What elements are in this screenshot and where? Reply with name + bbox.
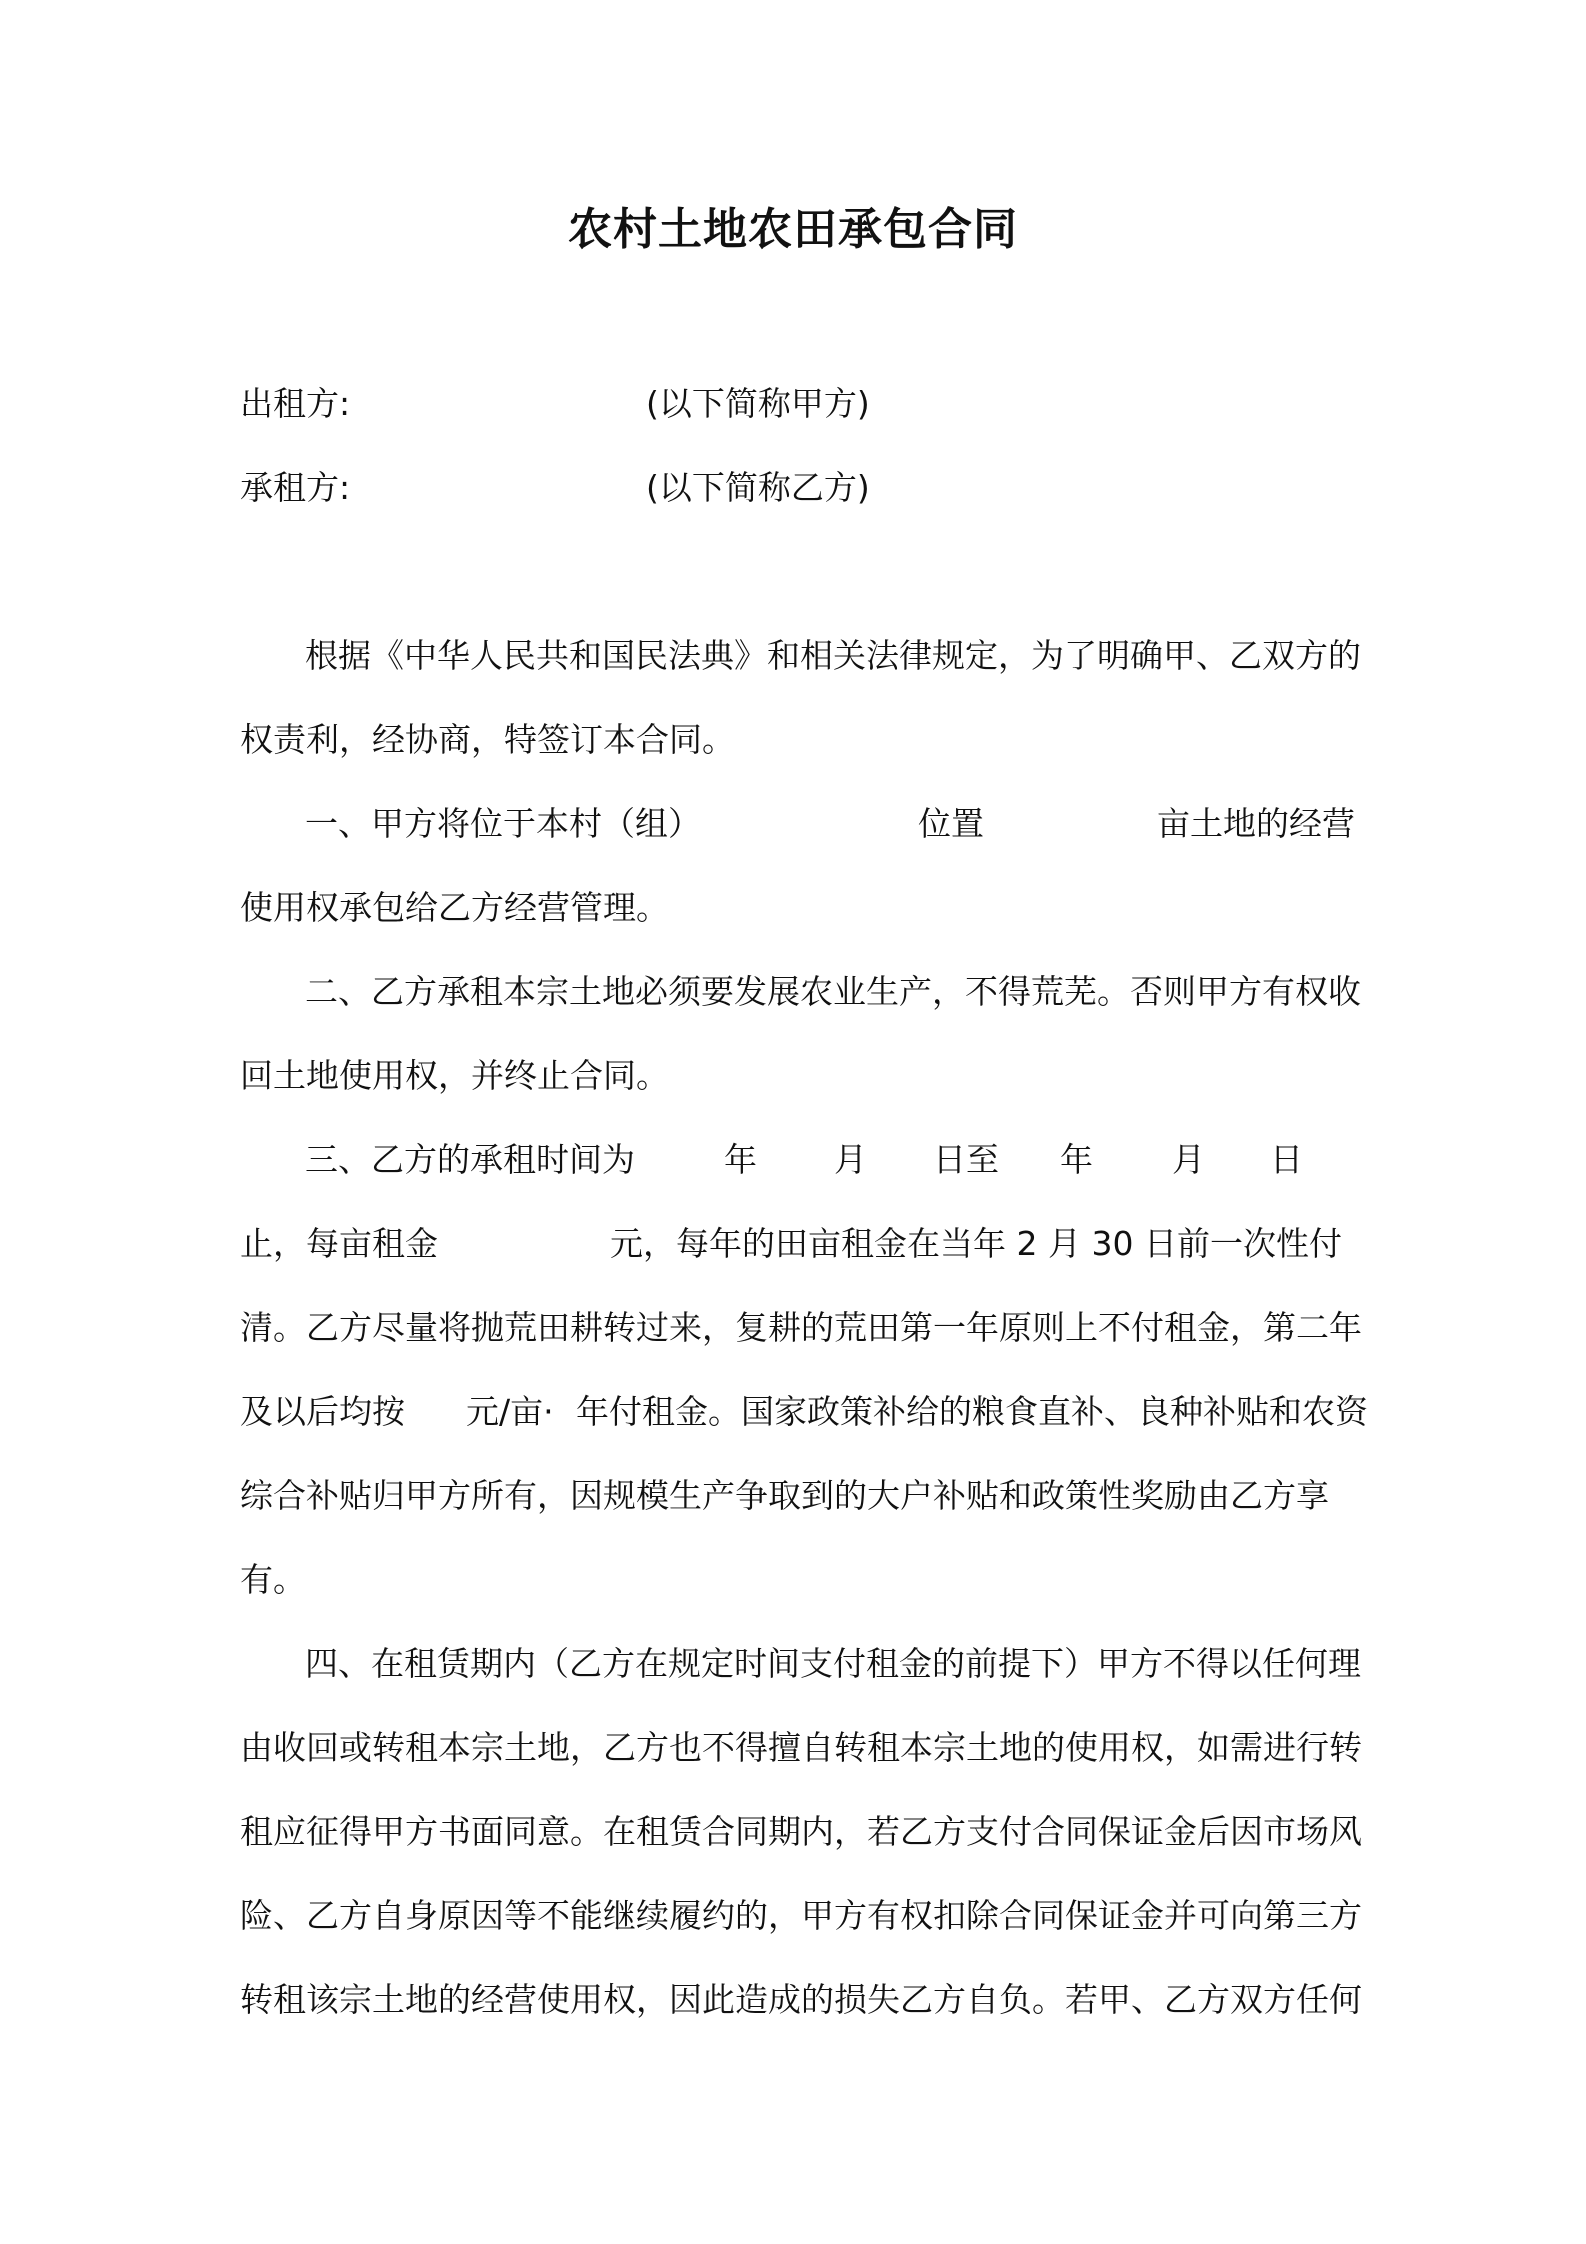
lessee-label: 承租方:: [240, 468, 351, 507]
document-title: 农村土地农田承包合同: [568, 204, 1018, 255]
preamble-line-1: 根据《中华人民共和国民法典》和相关法律规定，为了明确甲、乙双方的: [305, 636, 1361, 675]
clause-1-location: 位置: [918, 804, 984, 843]
clause-1-line-1-start: 一、甲方将位于本村（组）: [305, 804, 701, 843]
clause-3-year-1: 年: [724, 1140, 757, 1179]
clause-3-line-5: 综合补贴归甲方所有，因规模生产争取到的大户补贴和政策性奖励由乙方享: [240, 1476, 1329, 1515]
clause-3-month-1: 月: [834, 1140, 867, 1179]
clause-3-line-4-start: 及以后均按: [240, 1392, 405, 1431]
clause-3-line-2-start: 止，每亩租金: [240, 1224, 438, 1263]
clause-4-line-1: 四、在租赁期内（乙方在规定时间支付租金的前提下）甲方不得以任何理: [305, 1644, 1361, 1683]
lessor-note: (以下简称甲方): [646, 384, 870, 423]
clause-3-line-2-end: 元，每年的田亩租金在当年 2 月 30 日前一次性付: [610, 1224, 1342, 1263]
preamble-line-2: 权责利，经协商，特签订本合同。: [240, 720, 735, 759]
clause-3-line-6: 有。: [240, 1560, 306, 1599]
clause-4-line-2: 由收回或转租本宗土地，乙方也不得擅自转租本宗土地的使用权，如需进行转: [240, 1728, 1362, 1767]
clause-2-line-2: 回土地使用权，并终止合同。: [240, 1056, 669, 1095]
clause-3-month-2: 月: [1172, 1140, 1205, 1179]
clause-4-line-3: 租应征得甲方书面同意。在租赁合同期内，若乙方支付合同保证金后因市场风: [240, 1812, 1362, 1851]
clause-3-day-to: 日至: [933, 1140, 999, 1179]
clause-3-line-3: 清。乙方尽量将抛荒田耕转过来，复耕的荒田第一年原则上不付租金，第二年: [240, 1308, 1362, 1347]
clause-3-year-2: 年: [1060, 1140, 1093, 1179]
clause-3-day-2: 日: [1270, 1140, 1303, 1179]
clause-4-line-4: 险、乙方自身原因等不能继续履约的，甲方有权扣除合同保证金并可向第三方: [240, 1896, 1362, 1935]
clause-3-line-4-end: 年付租金。国家政策补给的粮食直补、良种补贴和农资: [576, 1392, 1368, 1431]
clause-4-line-5: 转租该宗土地的经营使用权，因此造成的损失乙方自负。若甲、乙方双方任何: [240, 1980, 1362, 2019]
clause-3-line-1-start: 三、乙方的承租时间为: [305, 1140, 635, 1179]
clause-1-line-2: 使用权承包给乙方经营管理。: [240, 888, 669, 927]
clause-2-line-1: 二、乙方承租本宗土地必须要发展农业生产，不得荒芜。否则甲方有权收: [305, 972, 1361, 1011]
clause-3-line-4-unit: 元/亩·: [466, 1392, 554, 1431]
lessor-label: 出租方:: [240, 384, 351, 423]
lessee-note: (以下简称乙方): [646, 468, 870, 507]
clause-1-mu: 亩土地的经营: [1157, 804, 1355, 843]
